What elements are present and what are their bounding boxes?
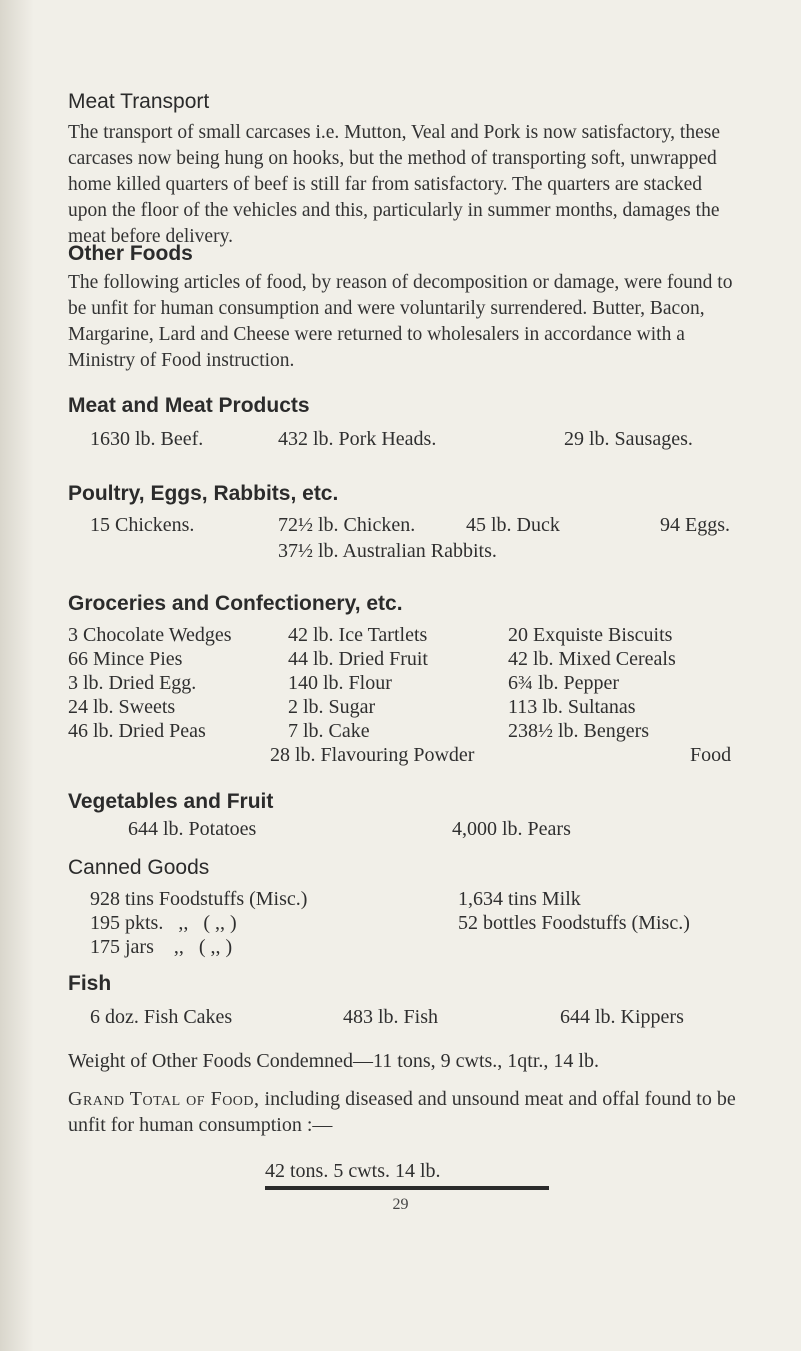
meat-item: 1630 lb. Beef.	[90, 428, 204, 450]
vegetables-heading: Vegetables and Fruit	[68, 790, 274, 813]
grocery-item: 7 lb. Cake	[288, 720, 370, 742]
total-underline	[265, 1186, 549, 1190]
grocery-item: 66 Mince Pies	[68, 648, 183, 670]
fish-item: 483 lb. Fish	[343, 1006, 439, 1028]
canned-item: 195 pkts. ,, ( ,, )	[90, 912, 237, 934]
grand-total-text: including diseased and unsound meat and offal found to be unfit for human consumption :—	[68, 1088, 736, 1136]
poultry-item: 45 lb. Duck	[466, 514, 560, 536]
grocery-item: 28 lb. Flavouring Powder	[270, 744, 475, 766]
grocery-item: 24 lb. Sweets	[68, 696, 176, 718]
grocery-item: 44 lb. Dried Fruit	[288, 648, 428, 670]
poultry-heading: Poultry, Eggs, Rabbits, etc.	[68, 482, 339, 505]
grocery-item: 238½ lb. Bengers	[508, 720, 650, 742]
meat-transport-paragraph: The transport of small carcases i.e. Mutton, Veal and Pork is now satisfactory, these carcases now being hung on hooks, but the method of transporting soft, unwrapped home killed quarters of beef is still far from satisfactory. The quarters are stacked upon the floor of the vehicles and this, particularly in summer months, damages the meat before delivery.	[68, 122, 721, 247]
vegetable-item: 644 lb. Potatoes	[128, 818, 257, 840]
grocery-item: Food	[690, 744, 732, 766]
canned-item: 928 tins Foodstuffs (Misc.)	[90, 888, 308, 910]
canned-heading: Canned Goods	[68, 856, 210, 879]
poultry-item: 37½ lb. Australian Rabbits.	[278, 540, 497, 562]
grocery-item: 113 lb. Sultanas	[508, 696, 636, 718]
other-foods-heading: Other Foods	[68, 242, 193, 265]
page-number: 29	[392, 1196, 409, 1213]
weight-condemned-line: Weight of Other Foods Condemned—11 tons, 9 cwts., 1qtr., 14 lb.	[68, 1050, 599, 1072]
canned-item: 1,634 tins Milk	[458, 888, 581, 910]
poultry-item: 72½ lb. Chicken.	[278, 514, 416, 536]
page-edge-shadow	[0, 0, 34, 1351]
poultry-item: 94 Eggs.	[660, 514, 730, 536]
canned-item: 175 jars ,, ( ,, )	[90, 936, 233, 958]
meat-transport-heading: Meat Transport	[68, 90, 210, 113]
grocery-item: 2 lb. Sugar	[288, 696, 376, 718]
other-foods-paragraph: The following articles of food, by reason of decomposition or damage, were found to be unfit for human consumption and were voluntarily surrendered. Butter, Bacon, Margarine, Lard and Cheese were returned to wholesalers in accordance with a Ministry of Food instruction.	[68, 272, 733, 371]
groceries-heading: Groceries and Confectionery, etc.	[68, 592, 403, 615]
meat-item: 29 lb. Sausages.	[564, 428, 693, 450]
vegetable-item: 4,000 lb. Pears	[452, 818, 571, 840]
grocery-item: 3 lb. Dried Egg.	[68, 672, 197, 694]
grocery-item: 140 lb. Flour	[288, 672, 392, 694]
grocery-item: 6¾ lb. Pepper	[508, 672, 620, 694]
grocery-item: 42 lb. Mixed Cereals	[508, 648, 676, 670]
fish-heading: Fish	[68, 972, 112, 995]
grand-total-value: 42 tons. 5 cwts. 14 lb.	[265, 1160, 441, 1182]
grocery-item: 3 Chocolate Wedges	[68, 624, 232, 646]
fish-item: 6 doz. Fish Cakes	[90, 1006, 233, 1028]
meat-item: 432 lb. Pork Heads.	[278, 428, 437, 450]
grand-total-label: Grand Total of Food,	[68, 1088, 260, 1110]
grocery-item: 20 Exquiste Biscuits	[508, 624, 673, 646]
meat-products-heading: Meat and Meat Products	[68, 394, 310, 417]
grocery-item: 46 lb. Dried Peas	[68, 720, 206, 742]
poultry-item: 15 Chickens.	[90, 514, 195, 536]
grand-total-paragraph	[68, 1086, 740, 1138]
grocery-item: 42 lb. Ice Tartlets	[288, 624, 428, 646]
fish-item: 644 lb. Kippers	[560, 1006, 684, 1028]
canned-item: 52 bottles Foodstuffs (Misc.)	[458, 912, 690, 934]
